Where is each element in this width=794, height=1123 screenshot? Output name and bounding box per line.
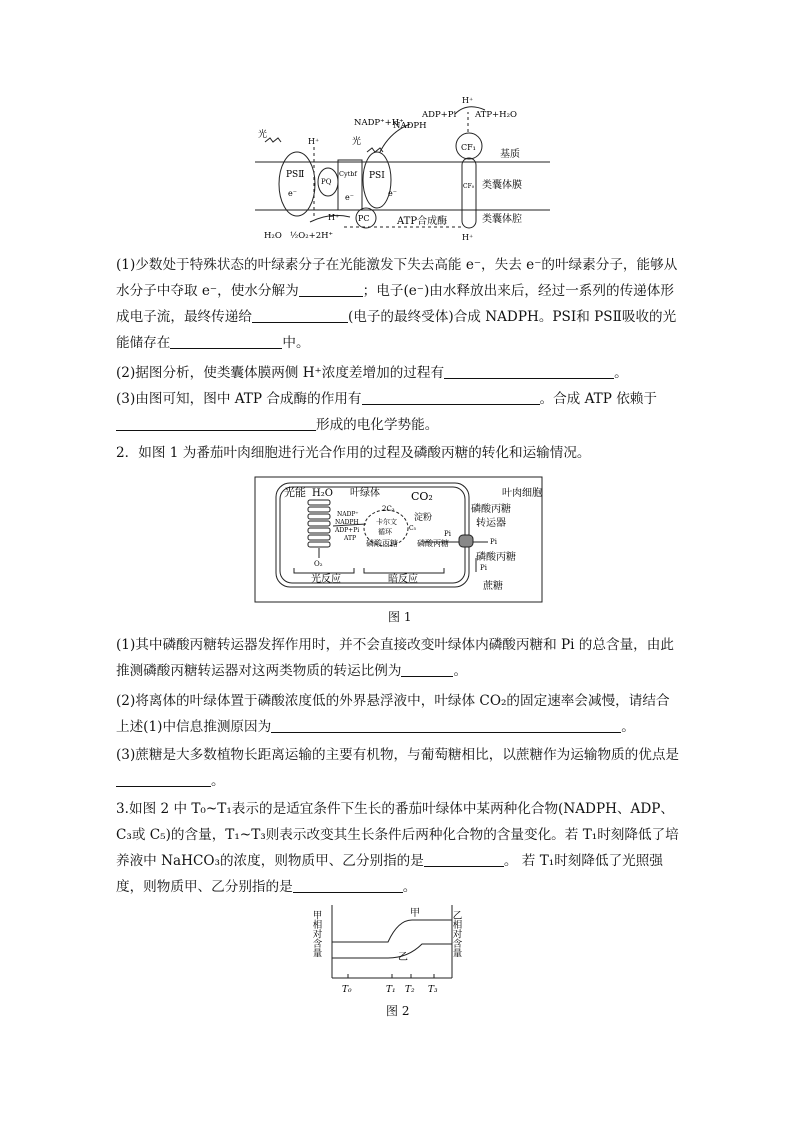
series-jia-line <box>332 920 452 942</box>
fig1-c5: C₅ <box>409 525 416 532</box>
q1-blank-4[interactable] <box>444 364 614 379</box>
lumen-label: 类囊体腔 <box>482 214 522 225</box>
figure1-diagram <box>254 476 544 604</box>
fig2-t2: T₂ <box>405 985 415 995</box>
q2-blank-1[interactable] <box>401 662 453 677</box>
stroma-label: 基质 <box>500 149 520 160</box>
fig1-pi3: Pi <box>480 564 487 572</box>
e1-label: e⁻ <box>288 189 297 198</box>
fig1-co2: CO₂ <box>411 490 433 503</box>
hplus-cf-label: H⁺ <box>462 96 474 105</box>
fig1-dark-rx: 暗反应 <box>388 574 418 585</box>
fig1-light-rx: 光反应 <box>311 574 341 585</box>
figure1-caption: 图 1 <box>388 610 412 624</box>
q1-sub1: (1)少数处于特殊状态的叶绿素分子在光能激发下失去高能 e⁻，失去 e⁻的叶绿素分子，能够从水分子中夺取 e⁻，使水分解为 ；电子(e⁻)由水释放出来后，经过一系列的传递体形成电子流，最终传递给 (电子的最终受体)合成 NADPH。PSⅠ和 PSⅡ吸收的光能储存在 中。 <box>116 257 678 351</box>
fig1-light: 光能 <box>284 486 306 499</box>
fig1-adp: ADP+Pi <box>335 527 360 534</box>
fig2-ylabel-right: 乙相对含量 <box>450 910 462 958</box>
q2-sub1: (1)其中磷酸丙糖转运器发挥作用时，并不会直接改变叶绿体内磷酸丙糖和 Pi 的总含量，由此推测磷酸丙糖转运器对这两类物质的转运比例为 。 <box>116 637 674 679</box>
fig1-water: H₂O <box>312 488 333 499</box>
q1-blank-3[interactable] <box>170 334 282 349</box>
q1-blank-2[interactable] <box>252 308 348 323</box>
e2-label: e⁻ <box>345 193 354 202</box>
fig1-calvin2: 循环 <box>378 528 392 536</box>
q1-blank-5[interactable] <box>362 390 540 405</box>
fig1-cell: 叶肉细胞 <box>502 488 542 499</box>
ps2-label: PSⅡ <box>286 170 305 180</box>
light1-label: 光 <box>258 130 268 140</box>
q3-blank-2[interactable] <box>293 878 403 893</box>
fig1-chloroplast: 叶绿体 <box>350 488 380 499</box>
q3-blank-1[interactable] <box>424 852 504 867</box>
ps1-label: PSⅠ <box>369 171 385 181</box>
q2-blank-2[interactable] <box>271 718 621 733</box>
figure2-caption: 图 2 <box>386 1004 410 1018</box>
fig2-yi: 乙 <box>398 952 408 963</box>
fig1-transporter2: 转运器 <box>476 518 506 529</box>
fig1-transporter1: 磷酸丙糖 <box>471 504 511 515</box>
q1-sub3: (3)由图可知，图中 ATP 合成酶的作用有 。合成 ATP 依赖于 形成的电化学势能。 <box>116 391 657 433</box>
o2-label: ½O₂+2H⁺ <box>290 231 334 241</box>
nadp-label: NADP⁺+H⁺ <box>354 118 404 128</box>
fig2-t1: T₁ <box>386 985 396 995</box>
q1-blank-6[interactable] <box>116 416 316 431</box>
q2-intro: 2．如图 1 为番茄叶肉细胞进行光合作用的过程及磷酸丙糖的转化和运输情况。 <box>116 445 591 461</box>
hplus-bot-label: H⁺ <box>462 233 474 242</box>
fig2-ylabel-left: 甲相对含量 <box>310 910 322 958</box>
hplus-mid-label: H⁺ <box>328 213 340 222</box>
fig1-starch: 淀粉 <box>414 513 433 523</box>
membrane-label: 类囊体膜 <box>482 180 522 191</box>
cf1-label: CF₁ <box>461 143 476 152</box>
fig1-o2: O₂ <box>314 560 323 568</box>
q2-sub3: (3)蔗糖是大多数植物长距离运输的主要有机物，与葡萄糖相比，以蔗糖作为运输物质的优点是。 <box>116 747 680 789</box>
pq-label: PQ <box>321 178 332 186</box>
fig1-pi2: Pi <box>490 538 497 546</box>
nadph-label: NADPH <box>393 121 427 131</box>
fig1-atp: ATP <box>344 535 357 542</box>
pc-label: PC <box>358 214 370 223</box>
fig2-t3: T₃ <box>428 985 438 995</box>
cf0-label: CF₀ <box>463 183 475 190</box>
series-yi-line <box>332 944 452 958</box>
fig1-pi1: Pi <box>444 530 451 538</box>
q1-blank-1[interactable] <box>299 282 363 297</box>
q2-blank-3[interactable] <box>116 772 211 787</box>
thylakoid-diagram <box>250 92 550 247</box>
fig1-c3: 2C₃ <box>382 505 395 513</box>
fig2-jia: 甲 <box>410 908 420 919</box>
fig1-nadp: NADP⁺ <box>337 511 359 518</box>
cytbf-label: Cytbf <box>339 170 357 178</box>
q2-sub2: (2)将离体的叶绿体置于磷酸浓度低的外界悬浮液中，叶绿体 CO₂的固定速率会减慢，请结合上述(1)中信息推测原因为 。 <box>116 693 670 735</box>
fig1-nadph: NADPH <box>335 519 359 526</box>
fig1-sucrose: 蔗糖 <box>483 581 503 592</box>
fig2-t0: T₀ <box>342 985 352 995</box>
fig1-triose2: 磷酸丙糖 <box>417 539 449 548</box>
q1-sub2: (2)据图分析，使类囊体膜两侧 H⁺浓度差增加的过程有 。 <box>116 365 628 381</box>
fig1-calvin1: 卡尔文 <box>376 518 397 526</box>
water-label: H₂O <box>264 231 282 241</box>
atp-label: ATP+H₂O <box>475 110 517 120</box>
light2-label: 光 <box>352 137 362 147</box>
hplus-top-label: H⁺ <box>308 137 320 146</box>
fig1-triose: 磷酸丙糖 <box>366 539 398 548</box>
figure2-chart <box>312 900 472 1000</box>
atp-synthase-label: ATP合成酶 <box>397 216 448 227</box>
adp-label: ADP+Pi <box>422 110 457 120</box>
e3-label: e⁻ <box>388 189 397 198</box>
fig1-triose-out: 磷酸丙糖 <box>476 552 516 563</box>
q3-text: 3.如图 2 中 T₀~T₁表示的是适宜条件下生长的番茄叶绿体中某两种化合物(NADPH、ADP、C₃或 C₅)的含量，T₁~T₃则表示改变其生长条件后两种化合物的含量变化。若 T₁时刻降低了培养液中 NaHCO₃的浓度，则物质甲、乙分别指的是 。 若 T₁时刻降低了光照强度，则物质甲、乙分别指的是 。 <box>116 801 679 895</box>
